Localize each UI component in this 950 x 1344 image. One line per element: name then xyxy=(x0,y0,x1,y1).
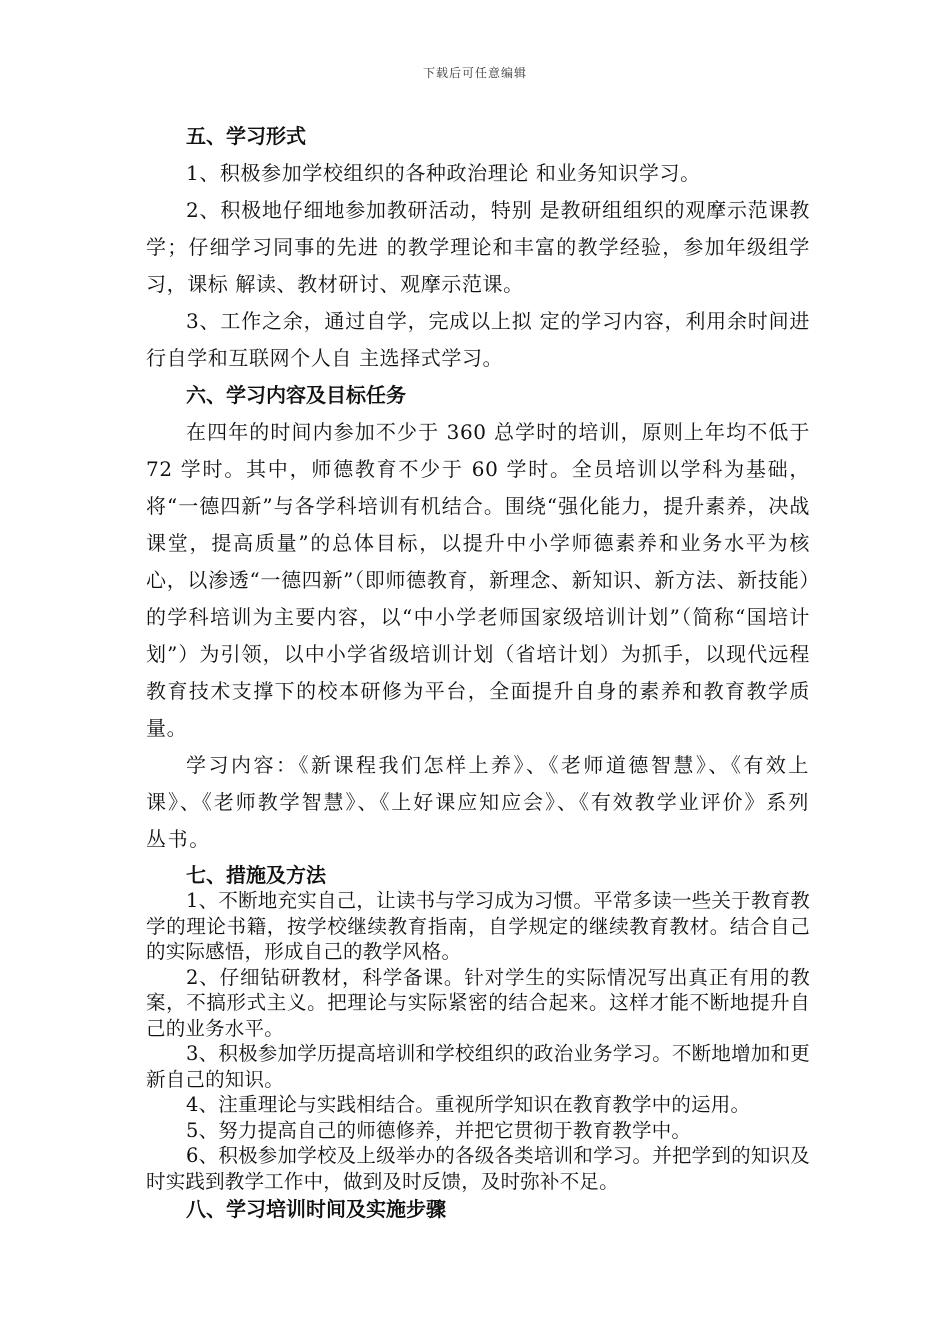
section-7-paragraph-2: 2、仔细钻研教材，科学备课。针对学生的实际情况写出真正有用的教案，不搞形式主义。把理论与实际紧密的结合起来。这样才能不断地提升自己的业务水平。 xyxy=(146,965,810,1040)
section-8-title: 八、学习培训时间及实施步骤 xyxy=(186,1197,446,1221)
section-6-paragraph-2: 学习内容：《新课程我们怎样上养》、《老师道德智慧》、《有效上课》、《老师教学智慧》、《上好课应知应会》、《有效教学业评价》系列丛书。 xyxy=(146,753,810,851)
section-7-paragraph-5: 5、努力提高自己的师德修养，并把它贯彻于教育教学中。 xyxy=(186,1118,692,1142)
page-header-note: 下载后可任意编辑 xyxy=(422,66,527,80)
section-5-paragraph-2: 2、积极地仔细地参加教研活动，特别 是教研组组织的观摩示范课教学；仔细学习同事的先进 的教学理论和丰富的教学经验，参加年级组学习，课标 解读、教材研讨、观摩示范课。 xyxy=(146,198,810,296)
section-6-paragraph-1: 在四年的时间内参加不少于 360 总学时的培训，原则上年均不低于 72 学时。其中，师德教育不少于 60 学时。全员培训以学科为基础，将“一德四新”与各学科培训有机结合。围绕“强化能力，提升素养，决战课堂，提高质量”的总体目标，以提升中小学师德素养和业务水平为核心，以渗透“一德四新”（即师德教育，新理念、新知识、新方法、新技能）的学科培训为主要内容，以“中小学老师国家级培训计划”（简称“国培计划”）为引领，以中小学省级培训计划（省培计划）为抓手，以现代远程教育技术支撑下的校本研修为平台，全面提升自身的素养和教育教学质量。 xyxy=(146,420,810,740)
section-6-title: 六、学习内容及目标任务 xyxy=(186,383,406,407)
document-body xyxy=(146,118,810,1224)
section-5-title: 五、学习形式 xyxy=(186,124,306,148)
section-5-paragraph-1: 1、积极参加学校组织的各种政治理论 和业务知识学习。 xyxy=(186,161,701,185)
section-5-paragraph-3: 3、工作之余，通过自学，完成以上拟 定的学习内容，利用余时间进行自学和互联网个人自 主选择式学习。 xyxy=(146,309,810,370)
section-7-paragraph-6: 6、积极参加学校及上级举办的各级各类培训和学习。并把学到的知识及时实践到教学工作中，做到及时反馈，及时弥补不足。 xyxy=(146,1144,810,1193)
section-7-paragraph-1: 1、不断地充实自己，让读书与学习成为习惯。平常多读一些关于教育教学的理论书籍，按学校继续教育指南，自学规定的继续教育教材。结合自己的实际感悟，形成自己的教学风格。 xyxy=(146,889,810,963)
section-7-paragraph-4: 4、注重理论与实践相结合。重视所学知识在教育教学中的运用。 xyxy=(186,1093,751,1116)
section-7-title: 七、措施及方法 xyxy=(186,863,326,887)
section-7-paragraph-3: 3、积极参加学历提高培训和学校组织的政治业务学习。不断地增加和更新自己的知识。 xyxy=(146,1042,810,1091)
